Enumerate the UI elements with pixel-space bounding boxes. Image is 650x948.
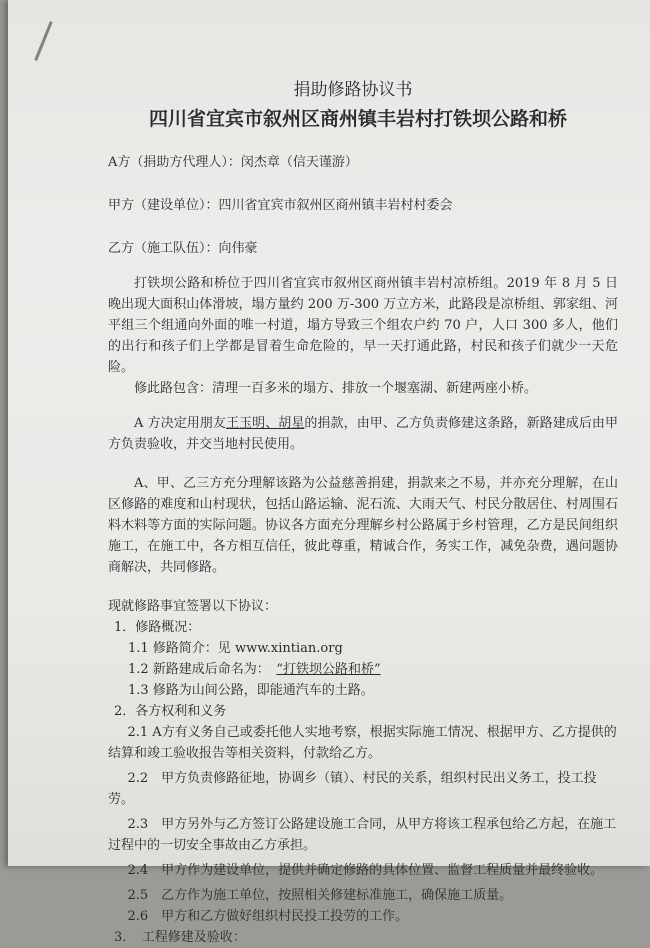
website-link[interactable]: www.xintian.org bbox=[234, 641, 343, 656]
item-1-2-label: 1.2 新路建成后命名为： bbox=[128, 662, 264, 677]
section-2-3: 2.3 甲方另外与乙方签订公路建设施工合同，从甲方将该工程承包给乙方起，在施工过程中的一切安全事故由乙方承担。 bbox=[108, 817, 617, 853]
pen-mark bbox=[34, 21, 53, 61]
document-title: 捐助修路协议书 bbox=[293, 80, 413, 100]
item-1-1-label: 1.1 修路简介：见 bbox=[128, 641, 231, 656]
section-1-3: 1.3 修路为山间公路，即能通汽车的土路。 bbox=[128, 683, 374, 698]
agreement-lead: 现就修路事宜签署以下协议： bbox=[108, 599, 278, 614]
spacer bbox=[108, 455, 618, 473]
spacer bbox=[108, 578, 618, 596]
donor-names: 王玉明、胡星 bbox=[226, 416, 305, 431]
section-1-heading: 1．修路概况： bbox=[114, 620, 201, 635]
party-jia: 甲方（建设单位）：四川省宜宾市叙州区商州镇丰岩村村委会 bbox=[108, 198, 453, 213]
document-subtitle: 四川省宜宾市叙州区商州镇丰岩村打铁坝公路和桥 bbox=[148, 108, 567, 130]
document-body bbox=[108, 78, 618, 948]
section-2-2: 2.2 甲方负责修路征地，协调乡（镇）、村民的关系，组织村民出义务工，投工投劳。 bbox=[108, 771, 597, 807]
section-2-6: 2.6 甲方和乙方做好组织村民投工投劳的工作。 bbox=[127, 909, 409, 924]
paragraph-3-lead: A 方决定用朋友 bbox=[134, 416, 226, 431]
section-2-5: 2.5 乙方作为施工单位，按照相关修建标准施工，确保施工质量。 bbox=[127, 888, 513, 903]
intro-paragraph-4: A、甲、乙三方充分理解该路为公益慈善捐建，捐款来之不易，并亦充分理解，在山区修路的难度和山村现状，包括山路运输、泥石流、大雨天气、村民分散居住、村周围石料木料等方面的实际问题。协议各方面充分理解乡村公路属于乡村管理，乙方是民间组织施工，在施工中，各方相互信任，彼此尊重，精诚合作，务实工作，减免杂费，遇问题协商解决，共同修路。 bbox=[108, 476, 618, 575]
intro-paragraph-1: 打铁坝公路和桥位于四川省宜宾市叙州区商州镇丰岩村凉桥组。2019 年 8 月 5 日晚出现大面积山体滑坡，塌方量约 200 万-300 万立方米，此路段是凉桥组、郭家组、河平组三个组通向外面的唯一村道，塌方导致三个组农户约 70 户，人口 300 多人，他们的出行和孩子们上学都是冒着生命危险的，早一天打通此路，村民和孩子们就少一天危险。 bbox=[108, 276, 618, 375]
section-3-heading: 3． 工程修建及验收： bbox=[114, 930, 246, 945]
party-a: A方（捐助方代理人）：闵杰章（信天谨游） bbox=[108, 155, 358, 170]
intro-paragraph-2: 修此路包含：清理一百多米的塌方、排放一个堰塞湖、新建两座小桥。 bbox=[134, 381, 538, 396]
section-2-1: 2.1 A方有义务自己或委托他人实地考察，根据实际施工情况、根据甲方、乙方提供的结算和竣工验收报告等相关资料，付款给乙方。 bbox=[108, 725, 617, 761]
document-page bbox=[8, 0, 650, 945]
party-yi: 乙方（施工队伍）：向伟豪 bbox=[108, 241, 258, 256]
spacer bbox=[108, 399, 618, 413]
intro-paragraph-3 bbox=[108, 413, 618, 455]
road-name: “打铁坝公路和桥” bbox=[276, 662, 381, 677]
section-1-1 bbox=[108, 638, 618, 659]
section-1-2 bbox=[108, 659, 618, 680]
section-2-4: 2.4 甲方作为建设单位，提供并确定修路的具体位置、监督工程质量并最终验收。 bbox=[127, 863, 604, 878]
section-2-heading: 2．各方权利和义务 bbox=[114, 704, 227, 719]
paragraph-3-rest: 的捐款，由甲、乙方负责修建这条路，新路建成后由甲方负责验收，并交当地村民使用。 bbox=[108, 416, 618, 452]
